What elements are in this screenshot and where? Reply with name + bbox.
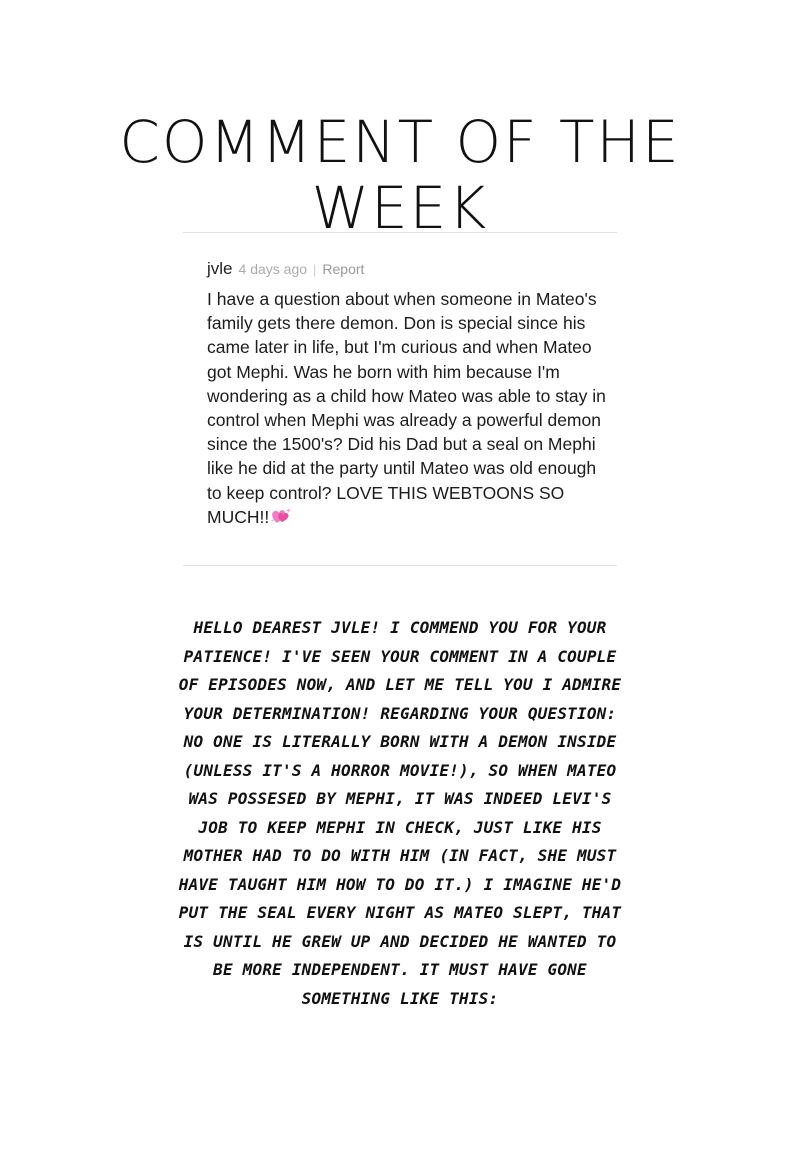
report-button[interactable]: Report	[322, 261, 365, 277]
comment-body	[207, 287, 607, 531]
comment-meta	[207, 259, 364, 279]
comment-username[interactable]: jvle	[207, 259, 233, 278]
meta-divider: |	[313, 262, 317, 277]
reply-text: HELLO DEAREST JVLE! I COMMEND YOU FOR YOUR PATIENCE! I'VE SEEN YOUR COMMENT IN A COUPLE OF EPISODES NOW, AND LET ME TELL YOU I ADMIRE YOUR DETERMINATION! REGARDING YOUR QUESTION: NO ONE IS LITERALLY BORN WITH A DEMON INSIDE (UNLESS IT'S A HORROR MOVIE!), SO WHEN MATEO WAS POSSESED BY MEPHI, IT WAS INDEED LEVI'S JOB TO KEEP MEPHI IN CHECK, JUST LIKE HIS MOTHER HAD TO DO WITH HIM (IN FACT, SHE MUST HAVE TAUGHT HIM HOW TO DO IT.) I IMAGINE HE'D PUT THE SEAL EVERY NIGHT AS MATEO SLEPT, THAT IS UNTIL HE GREW UP AND DECIDED HE WANTED TO BE MORE INDEPENDENT. IT MUST HAVE GONE SOMETHING LIKE THIS:	[178, 618, 622, 1008]
comment-body-text: I have a question about when someone in Mateo's family gets there demon. Don is special since his came later in life, but I'm curious and when Mateo got Mephi. Was he born with him because I'm wondering as a child how Mateo was able to stay in control when Mephi was already a powerful demon since the 1500's? Did his Dad but a seal on Mephi like he did at the party until Mateo was old enough to keep control? LOVE THIS WEBTOONS SO MUCH!!	[207, 289, 606, 527]
sparkling-heart-icon	[270, 507, 292, 531]
comment-timestamp: 4 days ago	[238, 261, 308, 277]
page-title	[0, 109, 800, 241]
page-title-line-2: WEEK	[311, 173, 489, 242]
comment-card	[183, 232, 617, 566]
page-title-line-1: COMMENT OF THE	[119, 107, 681, 176]
